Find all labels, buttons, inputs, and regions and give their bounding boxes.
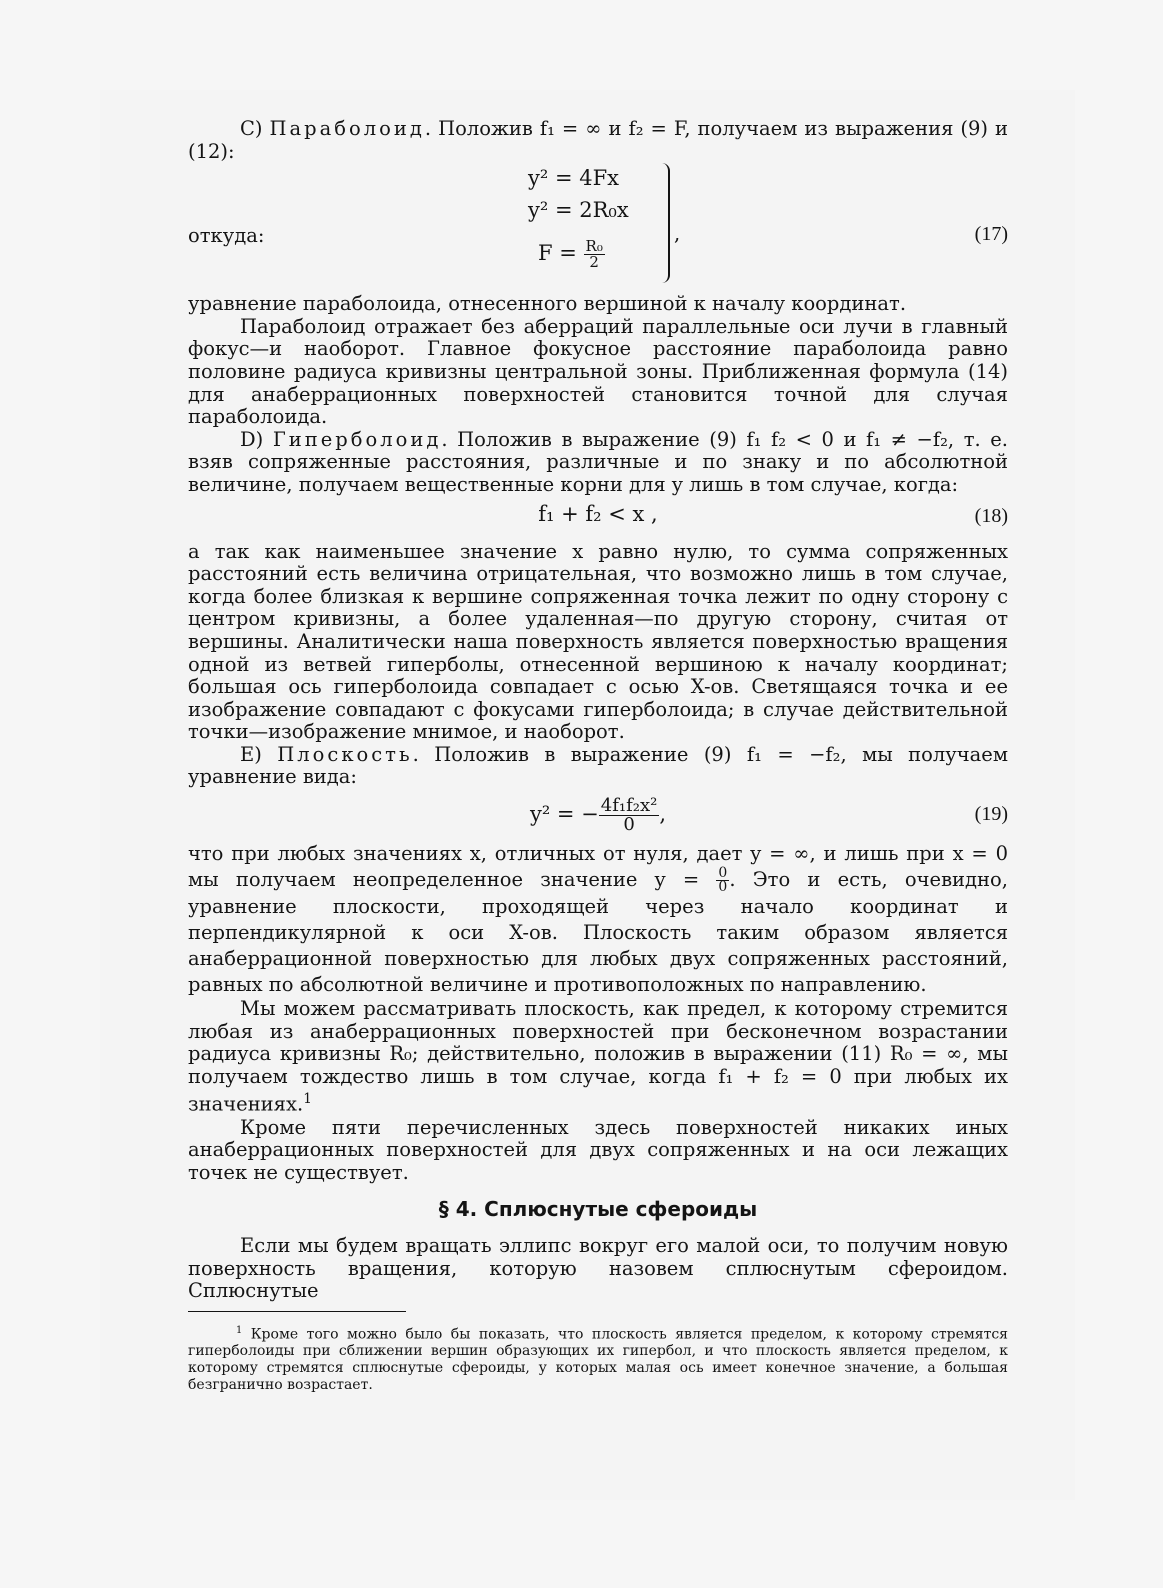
- equation-18: [188, 497, 1008, 541]
- paragraph-plane-intro: E) Плоскость. Положив в выражение (9) f₁ = −f₂, мы получаем уравнение вида:: [188, 742, 1008, 789]
- footnote-reference: 1: [303, 1091, 312, 1108]
- paragraph-section-4: Если мы будем вращать эллипс вокруг его малой оси, то получим новую поверхность вращения, которую назовем сплюснутым сфероидом. Сплюснутые: [188, 1233, 1008, 1303]
- term-plane: Плоскость: [277, 742, 413, 766]
- equation-18-number: (18): [974, 504, 1008, 527]
- term-hyperboloid: Гиперболоид: [272, 427, 442, 451]
- equation-19-formula: y² = − $\frac{\text{4f₁f₂x²}}{0}$ ,: [529, 795, 667, 836]
- paragraph-paraboloid-properties: Параболоид отражает без аберраций параллельные оси лучи в главный фокус—и наоборот. Главное фокусное расстояние параболоида равно половине радиуса кривизны центральной зоны. Приближенная формула (14) для анаберрационных поверхностей становится точной для случая параболоида.: [188, 314, 1008, 429]
- equation-17-lead: откуда:: [188, 224, 265, 248]
- term-paraboloid: Параболоид: [269, 117, 425, 140]
- footnote: $^1$ Кроме того можно было бы показать, что плоскость является пределом, к которому стремятся гиперболоиды при сближении вершин образующих их гипербол, и что плоскость является пределом, к которому стремятся сплюснутые сфероиды, у которых малая ось имеет конечное значение, а большая безгранично возрастает.: [188, 1324, 1009, 1394]
- section-heading: § 4. Сплюснутые сфероиды: [438, 1197, 758, 1222]
- equation-17: откуда: y² = 4Fx y² = 2R₀x F = $\frac{\text{R₀}}{2}$ , (17): [188, 163, 1008, 293]
- paragraph-plane-body: что при любых значениях x, отличных от нуля, дает y = ∞, и лишь при x = 0 мы получаем неопределенное значение y = $\frac{0}{0}$ . Это и есть, очевидно, уравнение плоскости, проходящей через начало координат и перпендикулярной к оси X-ов. Плоскость таким образом является анаберрационной поверхностью для любых двух сопряженных расстояний, равных по абсолютной величине и противоположных по направлению.: [188, 842, 1008, 997]
- equation-17-number: (17): [974, 223, 1008, 246]
- paragraph-five-surfaces: Кроме пяти перечисленных здесь поверхностей никаких иных анаберрационных поверхностей для двух сопряженных и на оси лежащих точек не существует.: [188, 1115, 1008, 1184]
- equation-17-line3: F = $\frac{\text{R₀}}{2}$: [538, 237, 603, 272]
- equation-17-brace: [658, 163, 670, 283]
- paragraph-paraboloid-intro: C) Параболоид. Положив f₁ = ∞ и f₂ = F, получаем из выражения (9) и (12):: [188, 117, 1008, 163]
- paragraph-hyperboloid-intro: D) Гиперболоид. Положив в выражение (9) f₁ f₂ < 0 и f₁ ≠ −f₂, т. е. взяв сопряженные расстояния, различные и по знаку и по абсолютной величине, получаем вещественные корни для y лишь в том случае, когда:: [188, 427, 1008, 496]
- paragraph-after-17: уравнение параболоида, отнесенного вершиной к началу координат.: [188, 292, 907, 316]
- equation-18-formula: f₁ + f₂ < x ,: [538, 501, 658, 526]
- paragraph-hyperboloid-body: а так как наименьшее значение x равно нулю, то сумма сопряженных расстояний есть величина отрицательная, что возможно лишь в том случае, когда более близкая к вершине сопряженная точка лежит по одну сторону с центром кривизны, а более удаленная—по другую сторону, считая от вершины. Аналитически наша поверхность является поверхностью вращения одной из ветвей гиперболы, отнесенной вершиною к началу координат; большая ось гиперболоида совпадает с осью X-ов. Светящаяся точка и ее изображение совпадают с фокусами гиперболоида; в случае действительной точки—изображение мнимое, и наоборот.: [188, 539, 1008, 744]
- equation-19: [188, 789, 1008, 841]
- equation-19-number: (19): [974, 803, 1008, 826]
- paragraph-plane-limit: Мы можем рассматривать плоскость, как предел, к которому стремится любая из анаберрационных поверхностей при бесконечном возрастании радиуса кривизны R₀; действительно, положив в выражении (11) R₀ = ∞, мы получаем тождество лишь в том случае, когда f₁ + f₂ = 0 при любых их значениях.$^1$: [188, 997, 1008, 1116]
- text-column: [188, 118, 1008, 1394]
- equation-17-line1: y² = 4Fx: [528, 166, 620, 191]
- equation-17-line2: y² = 2R₀x: [528, 198, 629, 223]
- footnote-divider: [188, 1311, 406, 1312]
